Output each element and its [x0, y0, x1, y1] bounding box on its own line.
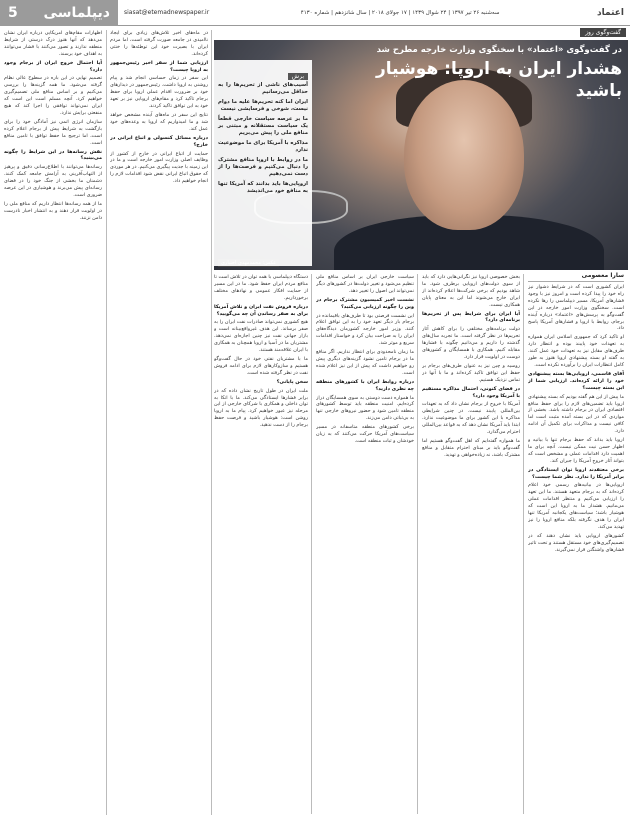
column-divider: [211, 30, 212, 815]
body-paragraph: ما زمان نامحدودی برای انتظار نداریم. اگر منافع ما در برجام تامین نشود گزینه‌های دیگری پیش رو خواهیم داشت که پیش از این نیز اعلام شده است.: [316, 349, 414, 376]
question-paragraph: در فضای کنونی، احتمال مذاکره مستقیم با آمریکا وجود دارد؟: [422, 385, 520, 399]
body-paragraph: ایران کشوری است که در شرایط دشوار نیز راه خود را پیدا کرده است و امروز نیز با وجود فشارهای آمریکا، مسیر دیپلماسی را رها نکرده است. سخنگوی وزارت امور خارجه در این گفت‌وگو به پرسش‌های «اعتماد» درباره آینده برجام، روابط با اروپا و فشارهای آمریکا پاسخ داد.: [528, 284, 624, 332]
body-paragraph: برخی کشورهای منطقه متاسفانه در مسیر سیاست‌های آمریکا حرکت می‌کنند که به زیان خودشان و ثبات منطقه است.: [316, 424, 414, 444]
body-paragraph: او تاکید کرد که جمهوری اسلامی ایران همواره به تعهدات خود پایبند بوده و انتظار دارد طرف‌های مقابل نیز به تعهدات خود عمل کنند. به گفته او بسته پیشنهادی اروپا هنوز به طور کامل انتظارات ایران را برآورده نکرده است.: [528, 334, 624, 368]
body-paragraph: اروپایی‌ها در بیانیه‌های رسمی خود اعلام کرده‌اند که به برجام متعهد هستند. ما این تعهد را ارزیابی می‌کنیم و منتظر اقدامات عملی می‌مانیم. هشدار ما به اروپا این است که هوشیار باشد؛ سیاست‌های یکجانبه آمریکا تنها ایران را هدف نگرفته بلکه منافع اروپا را نیز تهدید می‌کند.: [528, 482, 624, 530]
column-divider: [417, 274, 418, 814]
body-paragraph: حمایت از اتباع ایرانی در خارج از کشور از وظایف اصلی وزارت امور خارجه است و ما در این زمینه با جدیت پیگیری می‌کنیم. در هر موردی که حقوق اتباع ایرانی نقض شود اقدامات لازم را انجام خواهیم داد.: [110, 150, 208, 185]
body-paragraph: سازمان انرژی اتمی نیز آمادگی خود را برای بازگشت به شرایط پیش از برجام اعلام کرده است، اما ترجیح ما حفظ توافق با تامین منافع است.: [4, 118, 102, 146]
body-paragraph: نتایج این سفر در ماه‌های آینده مشخص خواهد شد و ما امیدواریم که اروپا به وعده‌های خود عمل کند.: [110, 111, 208, 132]
body-paragraph: این سفر در زمان حساسی انجام شد و پیام روشنی به اروپا داشت. رئیس‌جمهور در دیدارهای خود بر ضرورت اقدام عملی اروپا برای حفظ برجام تاکید کرد و مقام‌های اروپایی نیز بر تعهد خود به این توافق تاکید کردند.: [110, 75, 208, 110]
masthead-info: [118, 0, 630, 26]
question-paragraph: نقش رسانه‌ها در این شرایط را چگونه می‌بینید؟: [4, 148, 102, 162]
body-paragraph: در ماه‌های اخیر تلاش‌های زیادی برای ایجاد ناامیدی در جامعه صورت گرفته است، اما مردم ایران با بصیرت خود این توطئه‌ها را خنثی کرده‌اند.: [110, 30, 208, 57]
section-band: [0, 0, 118, 26]
body-paragraph: دولت برنامه‌های مختلفی را برای کاهش آثار تحریم‌ها در نظر گرفته است. ما تجربه سال‌های گذشته را داریم و می‌دانیم چگونه با فشارها مقابله کنیم. همکاری با همسایگان و کشورهای دوست در اولویت قرار دارد.: [422, 326, 520, 360]
article-column-5: [4, 30, 102, 815]
highlights-title: برش: [288, 73, 308, 80]
headline-kicker: در گفت‌وگوی «اعتماد» با سخنگوی وزارت خارجه مطرح شد: [376, 45, 622, 55]
body-paragraph: تصمیم نهایی در این باره در سطوح عالی نظام گرفته می‌شود. ما همه گزینه‌ها را بررسی می‌کنیم و بر اساس منافع ملی تصمیم‌گیری خواهیم کرد. آنچه مسلم است این است که ایران نمی‌تواند توافقی را اجرا کند که هیچ منفعتی برایش ندارد.: [4, 75, 102, 116]
article-column-3: [316, 274, 414, 814]
question-paragraph: درباره فروش نفت ایران و تلاش آمریکا برای به صفر رساندن آن چه می‌گویید؟: [214, 303, 308, 317]
highlight-item: ما بر عرصه سیاست خارجی قطعاً یک سیاست مستقلانه و مبتنی بر منافع ملی را پیش می‌بریم: [218, 115, 308, 137]
question-paragraph: برخی معتقدند اروپا توان ایستادگی در برابر آمریکا را ندارد. نظر شما چیست؟: [528, 466, 624, 480]
highlight-item: ایران اما کنه تحریم‌ها علیه ما دوام نیست، شوخی و فرسایشی نیست: [218, 98, 308, 113]
body-paragraph: روسیه و چین نیز به عنوان طرف‌های برجام بر حفظ این توافق تاکید کرده‌اند و ما با آنها در تماس نزدیک هستیم.: [422, 362, 520, 383]
section-title: دیپلماسی: [43, 5, 110, 21]
highlight-item: مذاکره با آمریکا برای ما موضوعیت ندارد: [218, 139, 308, 154]
highlights-box: [214, 60, 312, 266]
body-paragraph: اروپا باید بداند که حفظ برجام تنها با بیانیه و اظهار حسن نیت ممکن نیست. آنچه برای ما اهمیت دارد اقدامات عملی و مشخص است که بتواند آثار خروج آمریکا را جبران کند.: [528, 437, 624, 464]
page-number: 5: [8, 5, 18, 21]
section-email[interactable]: siasat@etemadnewspaper.ir: [124, 9, 210, 16]
article-column-2: [422, 274, 520, 814]
body-paragraph: ما همواره دست دوستی به سوی همسایگان دراز کرده‌ایم. امنیت منطقه باید توسط کشورهای منطقه تامین شود و حضور نیروهای خارجی تنها به بی‌ثباتی دامن می‌زند.: [316, 394, 414, 422]
question-paragraph: درباره مسائل کنسولی و اتباع ایرانی در خارج؟: [110, 134, 208, 148]
highlight-item: اروپایی‌ها باید بدانند که آمریکا تنها به منافع خود می‌اندیشد: [218, 180, 308, 195]
body-paragraph: آمریکا با خروج از برجام نشان داد که به تعهدات بین‌المللی پایبند نیست. در چنین شرایطی مذاکره با این کشور برای ما موضوعیت ندارد. ابتدا باید آمریکا نشان دهد که به قواعد بین‌المللی احترام می‌گذارد.: [422, 401, 520, 436]
newspaper-logo: اعتماد: [597, 7, 624, 18]
headline-block: [362, 40, 622, 102]
body-paragraph: رسانه‌ها می‌توانند با اطلاع‌رسانی دقیق و پرهیز از التهاب‌آفرینی به آرامش جامعه کمک کنند. دشمنان ما بخشی از جنگ خود را در فضای رسانه‌ای پیش می‌برند و هوشیاری در این عرصه ضروری است.: [4, 164, 102, 198]
section-tag: گفت‌وگوی روز: [580, 28, 626, 37]
body-paragraph: بخش خصوصی اروپا نیز نگرانی‌هایی دارد که باید از سوی دولت‌های اروپایی برطرف شود. ما شاهد بودیم که برخی شرکت‌ها اعلام کرده‌اند از ایران خارج می‌شوند اما این به معنای پایان همکاری نیست.: [422, 274, 520, 308]
body-paragraph: ملت ایران در طول تاریخ نشان داده که در برابر فشارها ایستادگی می‌کند. ما با اتکا به توان داخلی و همکاری با شرکای خارجی از این مرحله نیز عبور خواهیم کرد. پیام ما به اروپا روشن است: هوشیار باشید و فرصت حفظ برجام را از دست ندهید.: [214, 387, 308, 429]
question-paragraph: سخن پایانی؟: [276, 378, 308, 385]
body-paragraph: این نشست فرصتی بود تا طرف‌های باقیمانده در برجام بار دیگر تعهد خود را به این توافق اعلام کنند. وزیر امور خارجه کشورمان دیدگاه‌های ایران را به صراحت بیان کرد و خواستار اقدامات سریع و موثر شد.: [316, 312, 414, 347]
article-column-4: [214, 274, 308, 814]
body-paragraph: هیچ کشوری نمی‌تواند صادرات نفت ایران را به صفر برساند. این هدف غیرواقع‌بینانه است و بازار جهانی نفت نیز چنین اجازه‌ای نمی‌دهد. مشتریان ما در آسیا و اروپا همچنان به همکاری با ایران علاقه‌مند هستند.: [214, 319, 308, 354]
highlight-item: آسیب‌های ناشی از تحریم‌ها را به حداقل می‌رسانیم: [218, 82, 308, 96]
article-column-1: [528, 284, 624, 814]
masthead: [0, 0, 630, 26]
body-paragraph: کشورهای اروپایی باید نشان دهند که در تصمیم‌گیری‌های خود مستقل هستند و تحت تاثیر فشارهای واشنگتن قرار نمی‌گیرند.: [528, 532, 624, 553]
body-paragraph: ما پیش از این هم گفته بودیم که بسته پیشنهادی اروپا باید تضمین‌های لازم را برای حفظ منافع اقتصادی ایران در برجام داشته باشد. بخشی از مواردی که در این بسته آمده مثبت است اما کافی نیست و مذاکرات برای تکمیل آن ادامه دارد.: [528, 393, 624, 435]
body-paragraph: سیاست خارجی ایران بر اساس منافع ملی تنظیم می‌شود و تغییر دولت‌ها در کشورهای دیگر نمی‌تواند این اصول را تغییر دهد.: [316, 274, 414, 294]
body-paragraph: دستگاه دیپلماسی با همه توان در تلاش است تا منافع مردم ایران حفظ شود. ما در این مسیر از حمایت افکار عمومی و نهادهای مختلف برخورداریم.: [214, 274, 308, 301]
question-paragraph: نشست اخیر کمیسیون مشترک برجام در وین را چگونه ارزیابی می‌کنید؟: [316, 296, 414, 310]
issue-date-line: سه‌شنبه ۲۶ تیر ۱۳۹۷ | ۲۴ شوال ۱۴۳۹ | ۱۷ جولای ۲۰۱۸ | سال شانزدهم | شماره ۴۱۳۰: [300, 9, 500, 16]
body-paragraph: ما با مشتریان نفتی خود در حال گفت‌وگو هستیم و سازوکارهای لازم برای ادامه فروش نفت در نظر گرفته شده است.: [214, 355, 308, 376]
body-paragraph: ما از همه رسانه‌ها انتظار داریم که منافع ملی را در اولویت قرار دهند و به انتشار اخبار نادرست دامن نزنند.: [4, 200, 102, 221]
headline-title: هشدار ایران به اروپا: هوشیار باشید: [375, 59, 622, 101]
column-divider: [523, 274, 524, 814]
article-column-6: [110, 30, 208, 815]
body-paragraph: اظهارات مقام‌های آمریکایی درباره ایران نشان می‌دهد که آنها هنوز درک درستی از شرایط منطقه ندارند و تصور می‌کنند با فشار می‌توانند به اهداف خود برسند.: [4, 30, 102, 57]
byline: سارا معصومی: [528, 272, 624, 282]
column-divider: [106, 30, 107, 815]
body-paragraph: ما همواره گفته‌ایم که اهل گفت‌وگو هستیم اما گفت‌وگو باید بر مبنای احترام متقابل و منافع مشترک باشد، نه زیاده‌خواهی و تهدید.: [422, 437, 520, 458]
highlight-item: ما در روابط با اروپا منافع مشترک را دنبال می‌کنیم و فرصت‌ها را از دست نمی‌دهیم: [218, 156, 308, 178]
column-divider: [311, 274, 312, 814]
question-paragraph: درباره روابط ایران با کشورهای منطقه چه نظری دارید؟: [316, 378, 414, 392]
question-paragraph: آیا ایران برای شرایط پس از تحریم‌ها برنامه‌ای دارد؟: [422, 310, 520, 324]
question-paragraph: آقای قاسمی، اروپایی‌ها بسته پیشنهادی خود را ارائه کرده‌اند. ارزیابی شما از این بسته چیست؟: [528, 370, 624, 391]
photo-face: [404, 80, 524, 230]
question-paragraph: آیا احتمال خروج ایران از برجام وجود دارد؟: [4, 59, 102, 73]
question-paragraph: ارزیابی شما از سفر اخیر رئیس‌جمهور به اروپا چیست؟: [110, 59, 208, 73]
